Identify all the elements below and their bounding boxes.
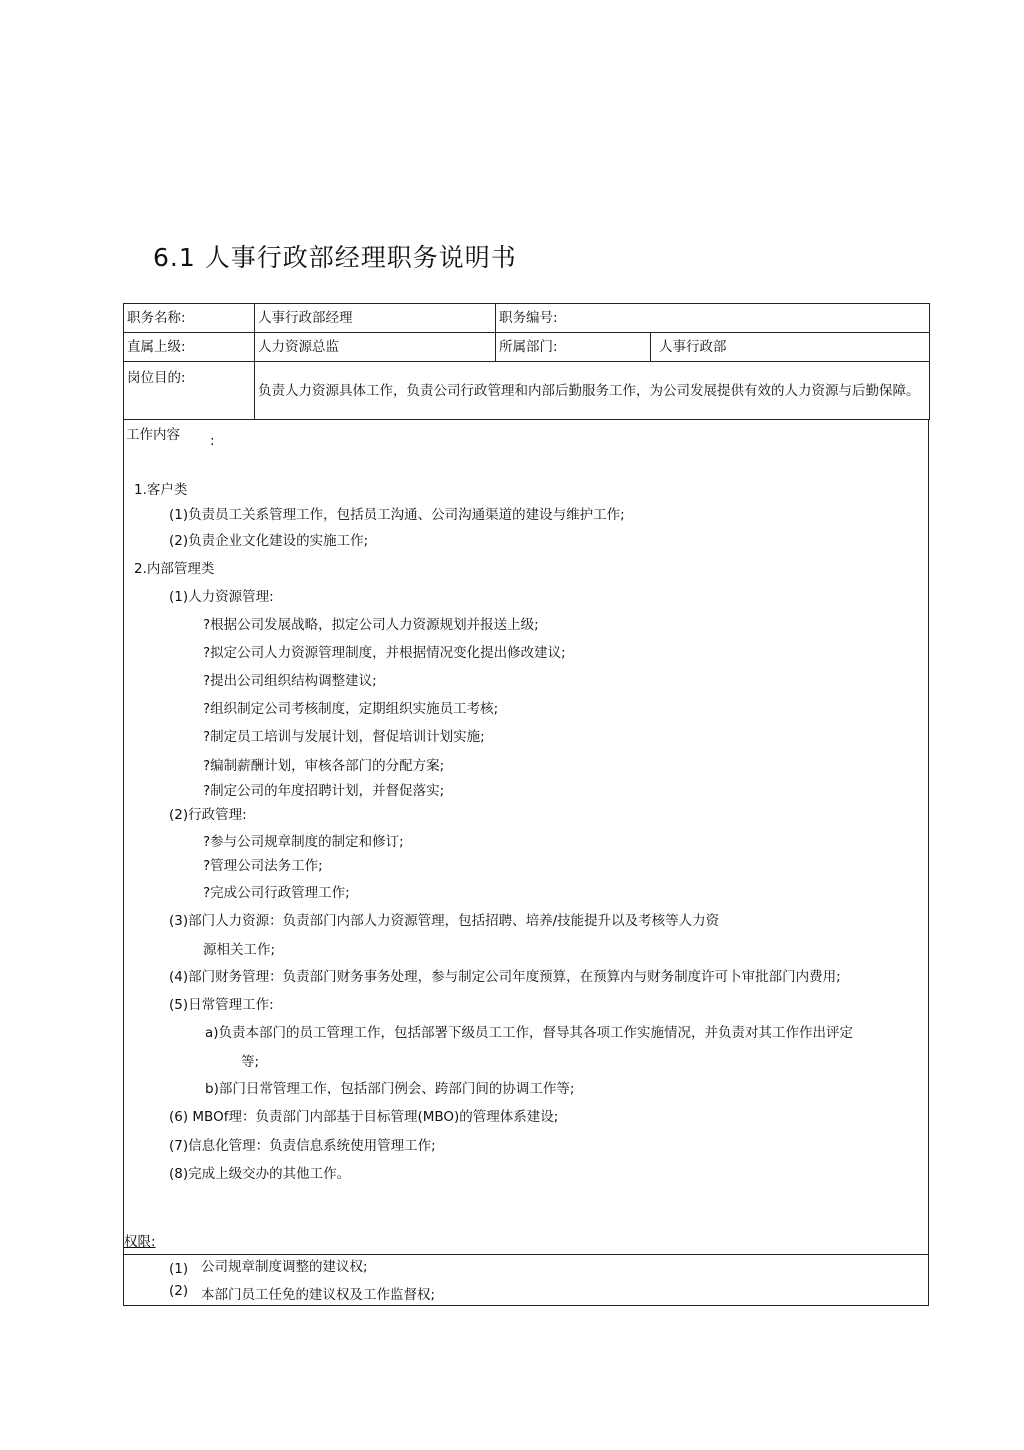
table-row [124, 304, 930, 333]
list-item: (2)行政管理: [169, 807, 247, 823]
list-item: ?组织制定公司考核制度，定期组织实施员工考核; [203, 701, 499, 717]
list-item: (1)人力资源管理: [169, 589, 274, 605]
rights-item: 公司规章制度调整的建议权; [201, 1259, 368, 1275]
list-item: ?根据公司发展战略，拟定公司人力资源规划并报送上级; [203, 617, 539, 633]
rights-label: 权限: [124, 1234, 156, 1250]
list-item: ?管理公司法务工作; [203, 858, 323, 874]
job-name-value: 人事行政部经理 [255, 304, 496, 333]
list-item: ?拟定公司人力资源管理制度，并根据情况变化提出修改建议; [203, 645, 566, 661]
work-content-colon: : [210, 433, 215, 449]
work-content-label: 工作内容 [126, 427, 180, 443]
section-heading: 1.客户类 [134, 482, 188, 498]
list-item: (1)负责员工关系管理工作，包括员工沟通、公司沟通渠道的建设与维护工作; [169, 507, 625, 523]
job-name-label: 职务名称: [124, 304, 255, 333]
rights-item: 本部门员工任免的建议权及工作监督权; [201, 1287, 436, 1303]
purpose-label: 岗位目的: [124, 362, 255, 420]
list-item: ?编制薪酬计划，审核各部门的分配方案; [203, 758, 445, 774]
list-item: ?参与公司规章制度的制定和修订; [203, 834, 404, 850]
job-info-table [123, 303, 930, 420]
list-item: (7)信息化管理：负责信息系统使用管理工作; [169, 1138, 436, 1154]
section-heading: 2.内部管理类 [134, 561, 215, 577]
list-item: (2)负责企业文化建设的实施工作; [169, 533, 369, 549]
list-item: ?提出公司组织结构调整建议; [203, 673, 377, 689]
department-value: 人事行政部 [651, 333, 930, 362]
table-row [124, 333, 930, 362]
page-title: 6.1 人事行政部经理职务说明书 [153, 243, 517, 272]
rights-divider [124, 1254, 928, 1255]
list-item: 等; [241, 1054, 260, 1070]
list-item: a)负责本部门的员工管理工作，包括部署下级员工工作，督导其各项工作实施情况，并负责对其工作作出评定 [205, 1025, 854, 1041]
list-item: (5)日常管理工作: [169, 997, 274, 1013]
supervisor-label: 直属上级: [124, 333, 255, 362]
table-row [124, 362, 930, 420]
list-item: (6) MBOf理：负责部门内部基于目标管理(MBO)的管理体系建设; [169, 1109, 559, 1125]
list-item: ?制定公司的年度招聘计划，并督促落实; [203, 783, 445, 799]
purpose-value: 负责人力资源具体工作，负责公司行政管理和内部后勤服务工作，为公司发展提供有效的人力资源与后勤保障。 [255, 362, 930, 420]
job-no-label: 职务编号: [496, 304, 930, 333]
list-item: 源相关工作; [203, 942, 276, 958]
department-label: 所属部门: [496, 333, 651, 362]
rights-item-number: (2) [169, 1283, 189, 1299]
supervisor-value: 人力资源总监 [255, 333, 496, 362]
list-item: (3)部门人力资源：负责部门内部人力资源管理，包括招聘、培养/技能提升以及考核等人力资 [169, 913, 720, 929]
list-item: ?制定员工培训与发展计划，督促培训计划实施; [203, 729, 485, 745]
list-item: b)部门日常管理工作，包括部门例会、跨部门间的协调工作等; [205, 1081, 575, 1097]
rights-item-number: (1) [169, 1261, 189, 1277]
list-item: ?完成公司行政管理工作; [203, 885, 350, 901]
list-item: (8)完成上级交办的其他工作。 [169, 1166, 351, 1182]
work-content-section [123, 420, 929, 1306]
list-item: (4)部门财务管理：负责部门财务事务处理，参与制定公司年度预算，在预算内与财务制度许可卜审批部门内费用; [169, 969, 841, 985]
